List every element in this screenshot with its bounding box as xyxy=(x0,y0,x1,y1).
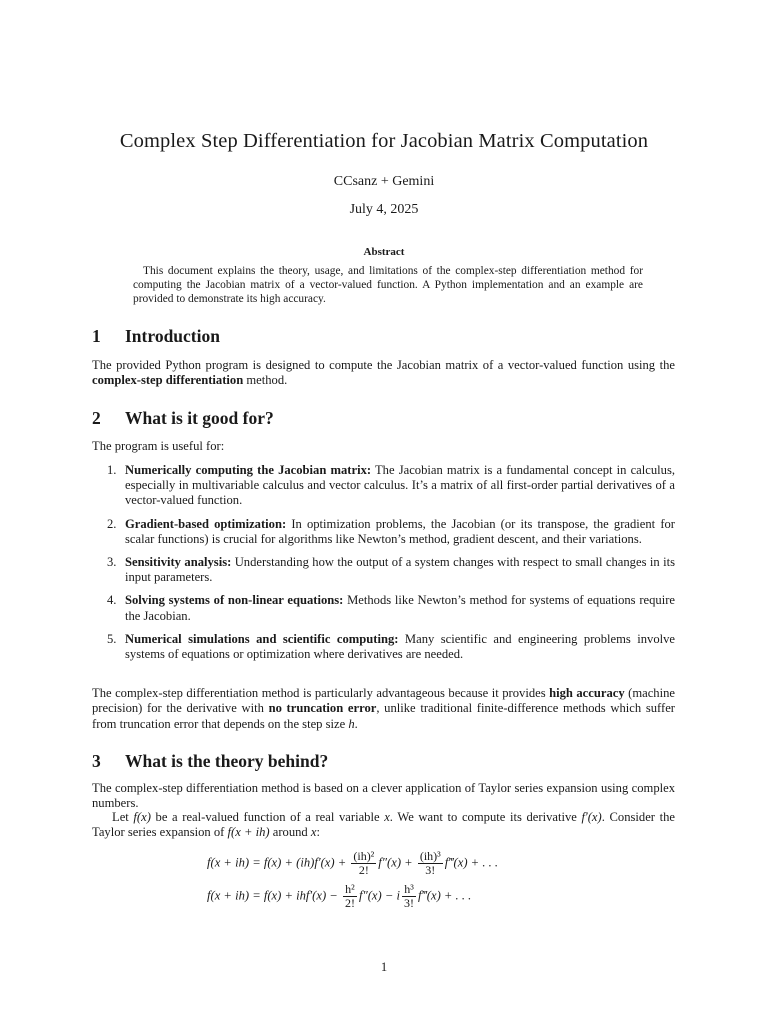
math-expression: f(x) xyxy=(133,810,151,824)
list-item-lead: Sensitivity analysis: xyxy=(125,555,232,570)
list-item-text: The Jacobian matrix is a fundamental concept in calculus, especially in multivariable calculus and vector calculus. It’s a matrix of all first-order partial derivatives of a vector-valued function. xyxy=(125,463,675,508)
list-item-lead: Numerically computing the Jacobian matrix: xyxy=(125,463,372,477)
section-title: Introduction xyxy=(125,326,220,346)
fraction-numerator: (ih)² xyxy=(353,849,375,863)
fraction-denominator: 2! xyxy=(344,896,355,910)
abstract-body: This document explains the theory, usage, and limitations of the complex-step differentiation method for computing the Jacobian matrix of a vector-valued function. A Python implementation and an example are provided to demonstrate its high accuracy. xyxy=(133,265,643,305)
paper-date: July 4, 2025 xyxy=(349,202,419,217)
list-item-lead: Solving systems of non-linear equations: xyxy=(125,593,344,608)
equation-text: f‴(x) + . . . xyxy=(418,888,472,903)
math-variable: x xyxy=(384,810,390,824)
text-run: Let xyxy=(112,810,134,824)
fraction-numerator: h³ xyxy=(402,883,416,897)
bold-text: high accuracy xyxy=(549,686,625,700)
paper-title: Complex Step Differentiation for Jacobian Matrix Computation xyxy=(119,130,649,152)
equation-text: f(x + ih) = f(x) + ihf′(x) − xyxy=(207,888,341,903)
section-heading-theory xyxy=(92,751,328,772)
taylor-equation-2 xyxy=(207,883,471,910)
equation-text: f‴(x) + . . . xyxy=(444,855,499,870)
uses-list xyxy=(92,463,675,670)
abstract-heading: Abstract xyxy=(363,246,405,258)
list-marker: 1. xyxy=(107,463,117,477)
equation-text: f(x + ih) = f(x) + (ih)f′(x) + xyxy=(207,855,350,870)
math-expression: f(x + ih) xyxy=(227,825,270,840)
math-expression: f′(x) xyxy=(581,810,602,824)
fraction xyxy=(343,883,357,910)
fraction-numerator: h² xyxy=(343,883,357,897)
text-run: (machine precision) for the derivative with xyxy=(92,686,675,716)
list-marker: 2. xyxy=(107,516,117,531)
text-run: . Consider the Taylor series expansion of xyxy=(92,810,675,840)
text-run: . xyxy=(354,716,358,731)
text-run: around xyxy=(269,825,311,840)
page-number: 1 xyxy=(380,960,388,974)
fraction-denominator: 3! xyxy=(404,896,414,910)
theory-paragraph-1: The complex-step differentiation method is based on a clever application of Taylor series expansion using complex numbers. xyxy=(92,781,675,811)
list-item-lead: Numerical simulations and scientific computing: xyxy=(125,631,399,646)
list-marker: 3. xyxy=(107,555,117,570)
taylor-equation-1 xyxy=(207,850,498,877)
math-variable: h xyxy=(348,716,355,731)
list-marker: 4. xyxy=(107,593,117,608)
list-item-text: In optimization problems, the Jacobian (or its transpose, the gradient for scalar functions) is crucial for algorithms like Newton’s method, gradient descent, and their variations. xyxy=(125,516,676,546)
uses-intro: The program is useful for: xyxy=(92,439,225,453)
fraction xyxy=(402,883,416,910)
text-run: be a real-valued function of a real variable xyxy=(150,810,385,824)
introduction-paragraph xyxy=(92,358,675,389)
fraction-denominator: 3! xyxy=(425,863,436,877)
fraction xyxy=(418,850,443,877)
section-heading-introduction xyxy=(92,326,220,347)
list-item xyxy=(92,555,675,585)
math-variable: x xyxy=(310,825,317,840)
equation-text: f″(x) − i xyxy=(358,888,400,903)
section-number: 2 xyxy=(92,408,101,428)
list-item-text: Methods like Newton’s method for systems of equations require the Jacobian. xyxy=(125,593,675,623)
list-item xyxy=(92,517,675,547)
list-item xyxy=(92,593,675,623)
fraction xyxy=(351,850,376,877)
section-title: What is the theory behind? xyxy=(125,751,329,771)
equation-text: f″(x) + xyxy=(378,855,416,870)
text-run: The complex-step differentiation method is particularly advantageous because it provides xyxy=(92,686,550,700)
list-item-text: Understanding how the output of a system changes with respect to small changes in its input parameters. xyxy=(125,555,675,585)
text-run: , unlike traditional finite-difference methods which suffer from truncation error that depends on the step size xyxy=(92,701,675,731)
paper-author: CCsanz + Gemini xyxy=(333,174,435,189)
list-marker: 5. xyxy=(107,631,117,646)
list-item-text: Many scientific and engineering problems involve systems of equations or optimization where derivatives are needed. xyxy=(125,631,675,662)
section-title: What is it good for? xyxy=(125,408,274,428)
section-number: 1 xyxy=(92,326,101,346)
list-item-lead: Gradient-based optimization: xyxy=(125,516,287,531)
fraction-denominator: 2! xyxy=(358,863,369,877)
text-run: The provided Python program is designed to compute the Jacobian matrix of a vector-valued function using the xyxy=(92,358,675,372)
text-run: method. xyxy=(243,373,288,388)
text-run: : xyxy=(316,825,320,840)
list-item xyxy=(92,632,675,662)
section-number: 3 xyxy=(92,751,101,771)
theory-paragraph-2 xyxy=(92,810,675,841)
text-run: . We want to compute its derivative xyxy=(389,810,582,824)
section-heading-what-is-it-good-for xyxy=(92,408,274,429)
list-item xyxy=(92,463,675,509)
bold-text: no truncation error xyxy=(268,701,377,716)
advantage-paragraph xyxy=(92,686,675,732)
bold-text: complex-step differentiation xyxy=(92,373,244,388)
fraction-numerator: (ih)³ xyxy=(419,849,441,863)
